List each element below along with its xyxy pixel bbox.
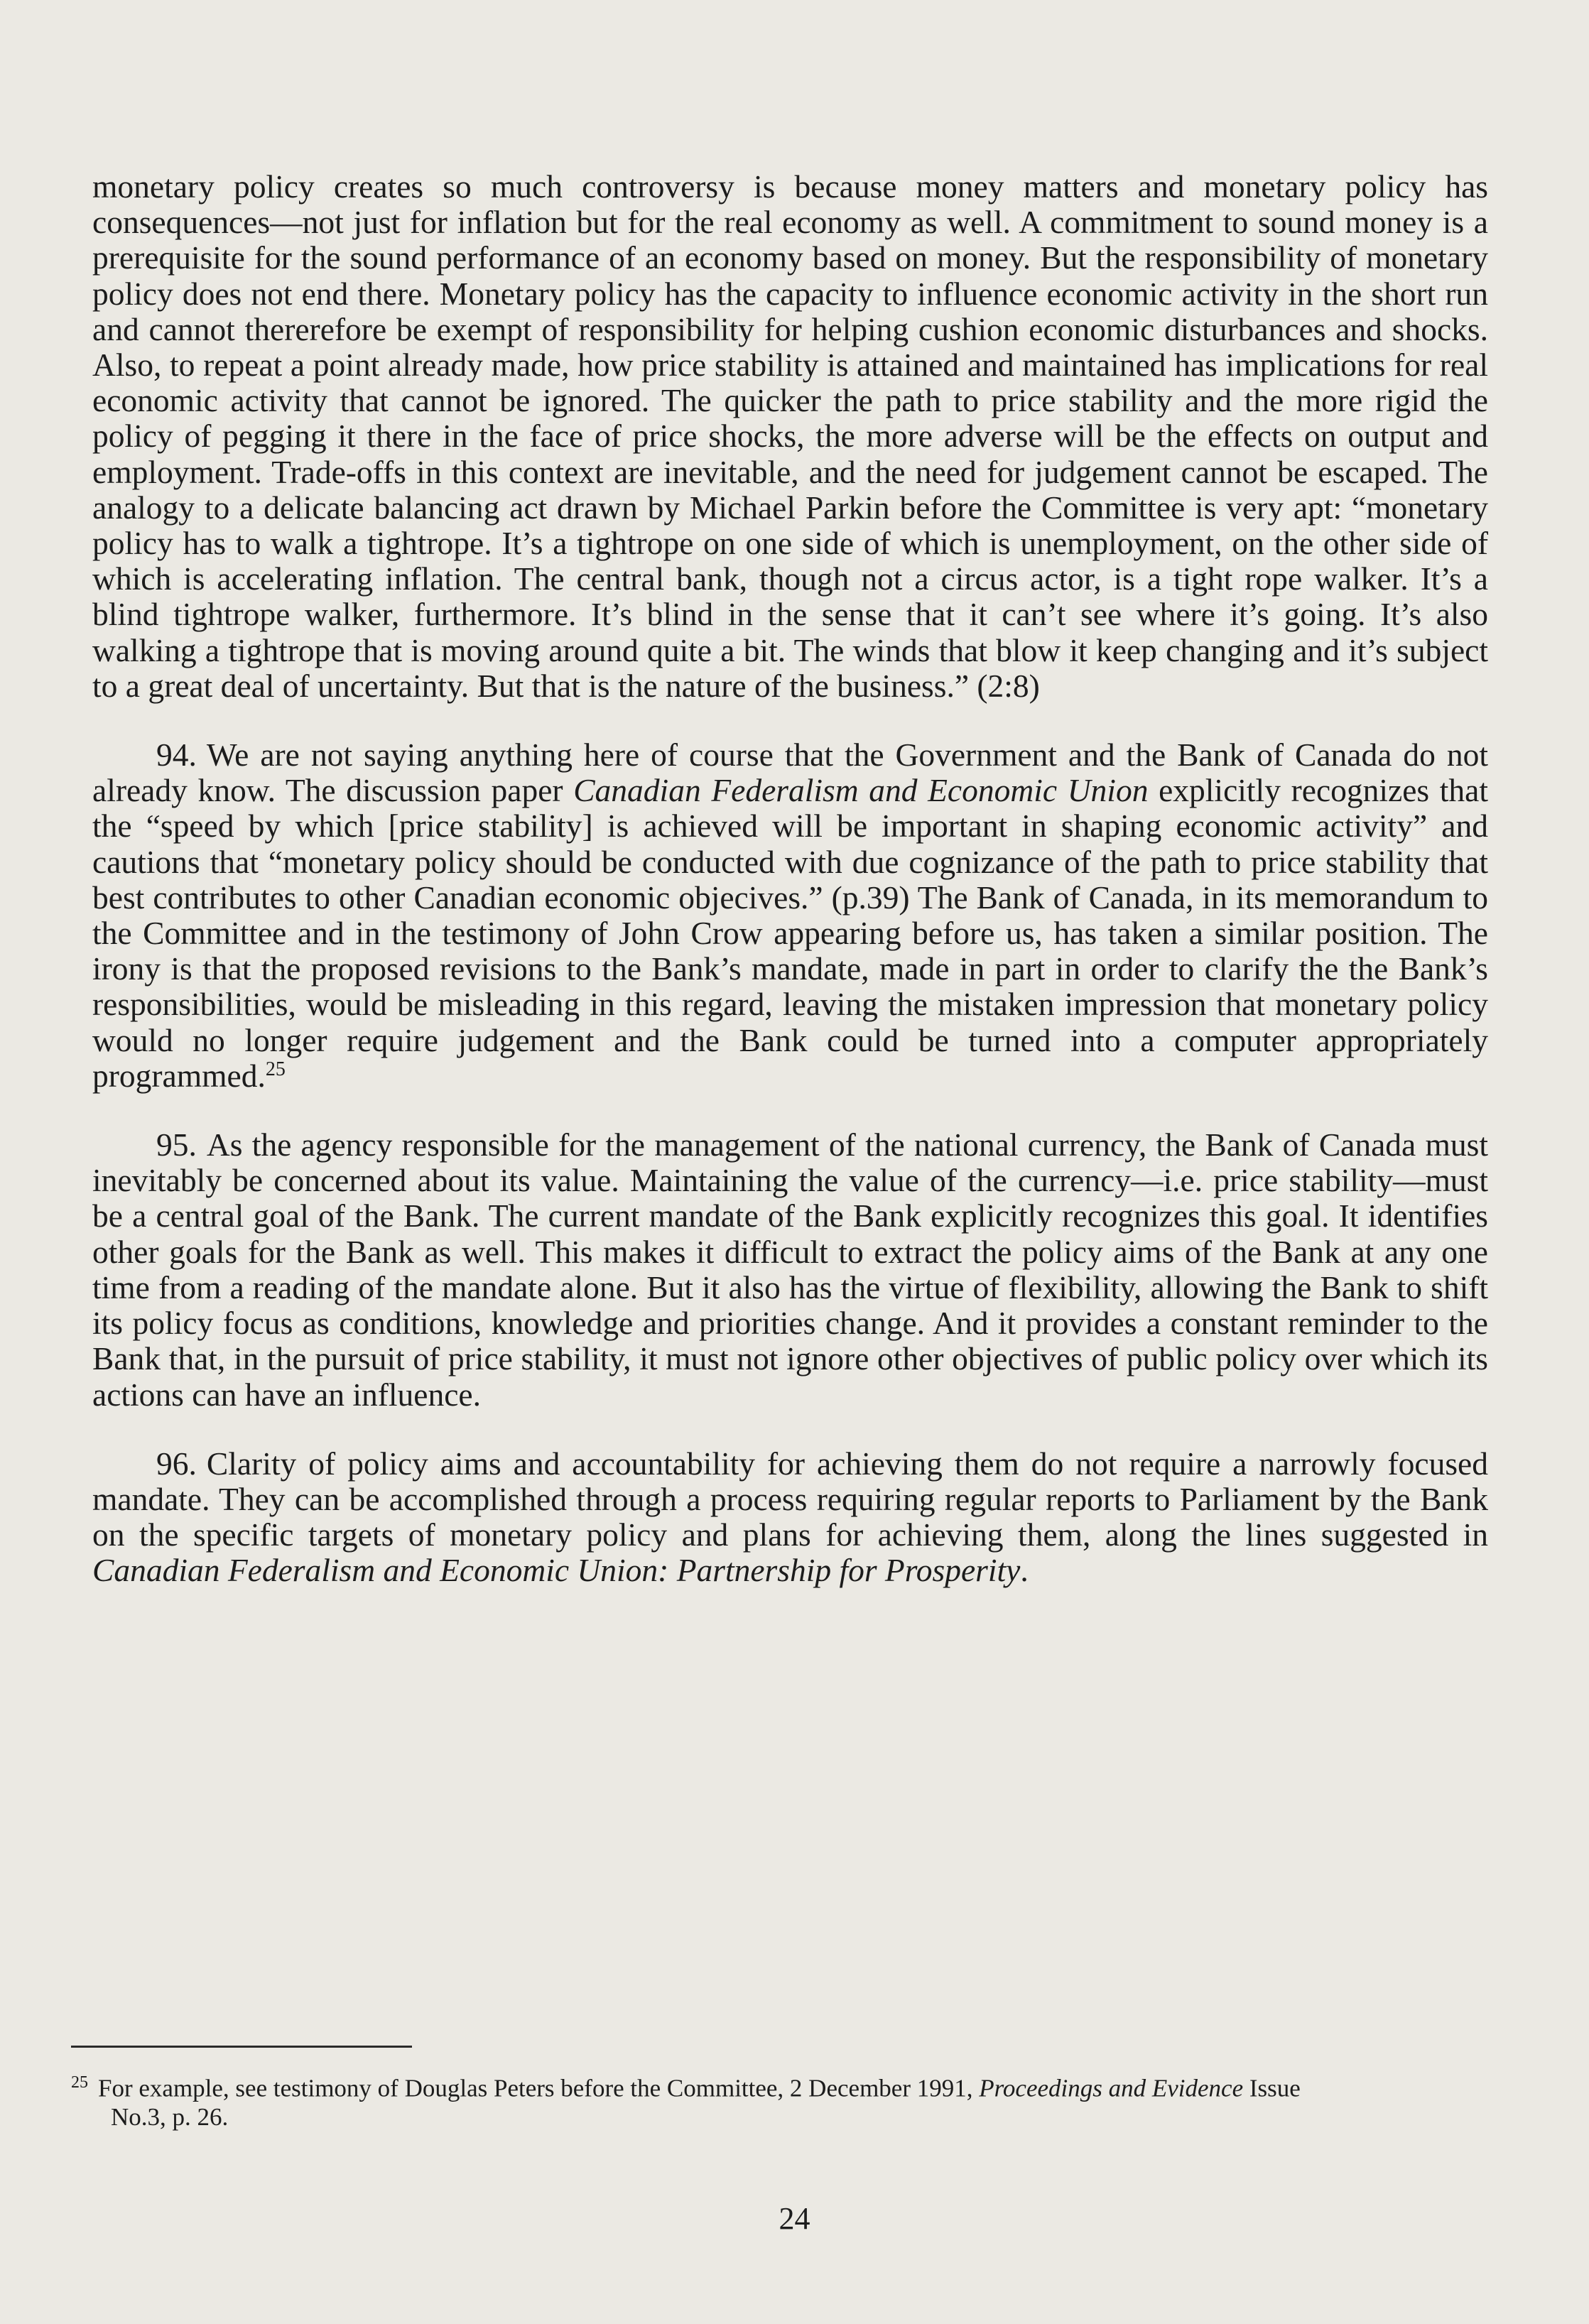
italic-title: Canadian Federalism and Economic Union: Partnership for Prosperity (92, 1552, 1021, 1589)
page-number: 24 (779, 2201, 810, 2236)
paragraph-text: Clarity of policy aims and accountability for achieving them do not require a narrowly focused mandate. They can be accomplished through a process requiring regular reports to Parliament by the Bank on the specific targets of monetary policy and plans for achieving them, along the lines suggested in (92, 1445, 1488, 1553)
body-text (92, 169, 1488, 1622)
paragraph-number: 95. (156, 1126, 197, 1163)
footnote-divider (71, 2046, 412, 2048)
paragraph-number: 96. (156, 1445, 197, 1482)
footnote-marker: 25 (71, 2073, 88, 2092)
paragraph (92, 169, 1488, 704)
paragraph (92, 1446, 1488, 1589)
paragraph-text: explicitly recognizes that the “speed by which [price stability] is achieved will be important in shaping economic activity” and cautions that “monetary policy should be conducted with due cognizance of the path to price stability that best contributes to other Canadian economic objecives.” (p.39) The Bank of Canada, in its memorandum to the Committee and in the testimony of John Crow appearing before us, has taken a similar position. The irony is that the proposed revisions to the Bank’s mandate, made in part in order to clarify the the Bank’s responsibilities, would be misleading in this regard, leaving the mistaken impression that monetary policy would no longer require judgement and the Bank could be turned into a computer appropriately programmed. (92, 772, 1488, 1094)
footnote-text-italic: Proceedings and Evidence (979, 2074, 1244, 2102)
footnote-reference: 25 (265, 1058, 286, 1080)
paragraph (92, 1127, 1488, 1413)
paragraph-number: 94. (156, 737, 197, 773)
paragraph-text: We are not saying anything here of course that the Government and the Bank of Canada do not already know. The discussion paper (92, 737, 1488, 809)
paragraph-text: monetary policy creates so much controversy is because money matters and monetary policy has consequences—not just for inflation but for the real economy as well. A commitment to sound money is a prerequisite for the sound performance of an economy based on money. But the responsibility of monetary policy does not end there. Monetary policy has the capacity to influence economic activity in the short run and cannot thererefore be exempt of responsibility for helping cushion economic disturbances and shocks. Also, to repeat a point already made, how price stability is attained and maintained has implications for real economic activity that cannot be ignored. The quicker the path to price stability and the more rigid the policy of pegging it there in the face of price shocks, the more adverse will be the effects on output and employment. Trade-offs in this context are inevitable, and the need for judgement cannot be escaped. The analogy to a delicate balancing act drawn by Michael Parkin before the Committee is very apt: “monetary policy has to walk a tightrope. It’s a tightrope on one side of which is unemployment, on the other side of which is accelerating inflation. The central bank, though not a circus actor, is a tight rope walker. It’s a blind tightrope walker, furthermore. It’s blind in the sense that it can’t see where it’s going. It’s also walking a tightrope that is moving around quite a bit. The winds that blow it keep changing and it’s subject to a great deal of uncertainty. But that is the nature of the business.” (2:8) (92, 168, 1488, 704)
footnote-text-plain: For example, see testimony of Douglas Peters before the Committee, 2 December 1991, (98, 2074, 980, 2102)
footnote-text-tail: Issue (1243, 2074, 1301, 2102)
footnote (71, 2068, 1467, 2132)
paragraph-text: As the agency responsible for the management of the national currency, the Bank of Canada must inevitably be concerned about its value. Maintaining the value of the currency—i.e. price stability—must be a central goal of the Bank. The current mandate of the Bank explicitly recognizes this goal. It identifies other goals for the Bank as well. This makes it difficult to extract the policy aims of the Bank at any one time from a reading of the mandate alone. But it also has the virtue of flexibility, allowing the Bank to shift its policy focus as conditions, knowledge and priorities change. And it provides a constant reminder to the Bank that, in the pursuit of price stability, it must not ignore other objectives of public policy over which its actions can have an influence. (92, 1126, 1488, 1413)
italic-title: Canadian Federalism and Economic Union (573, 772, 1149, 809)
paragraph-text: . (1020, 1552, 1029, 1589)
footnote-text-line2: No.3, p. 26. (111, 2102, 229, 2131)
paragraph (92, 737, 1488, 1094)
